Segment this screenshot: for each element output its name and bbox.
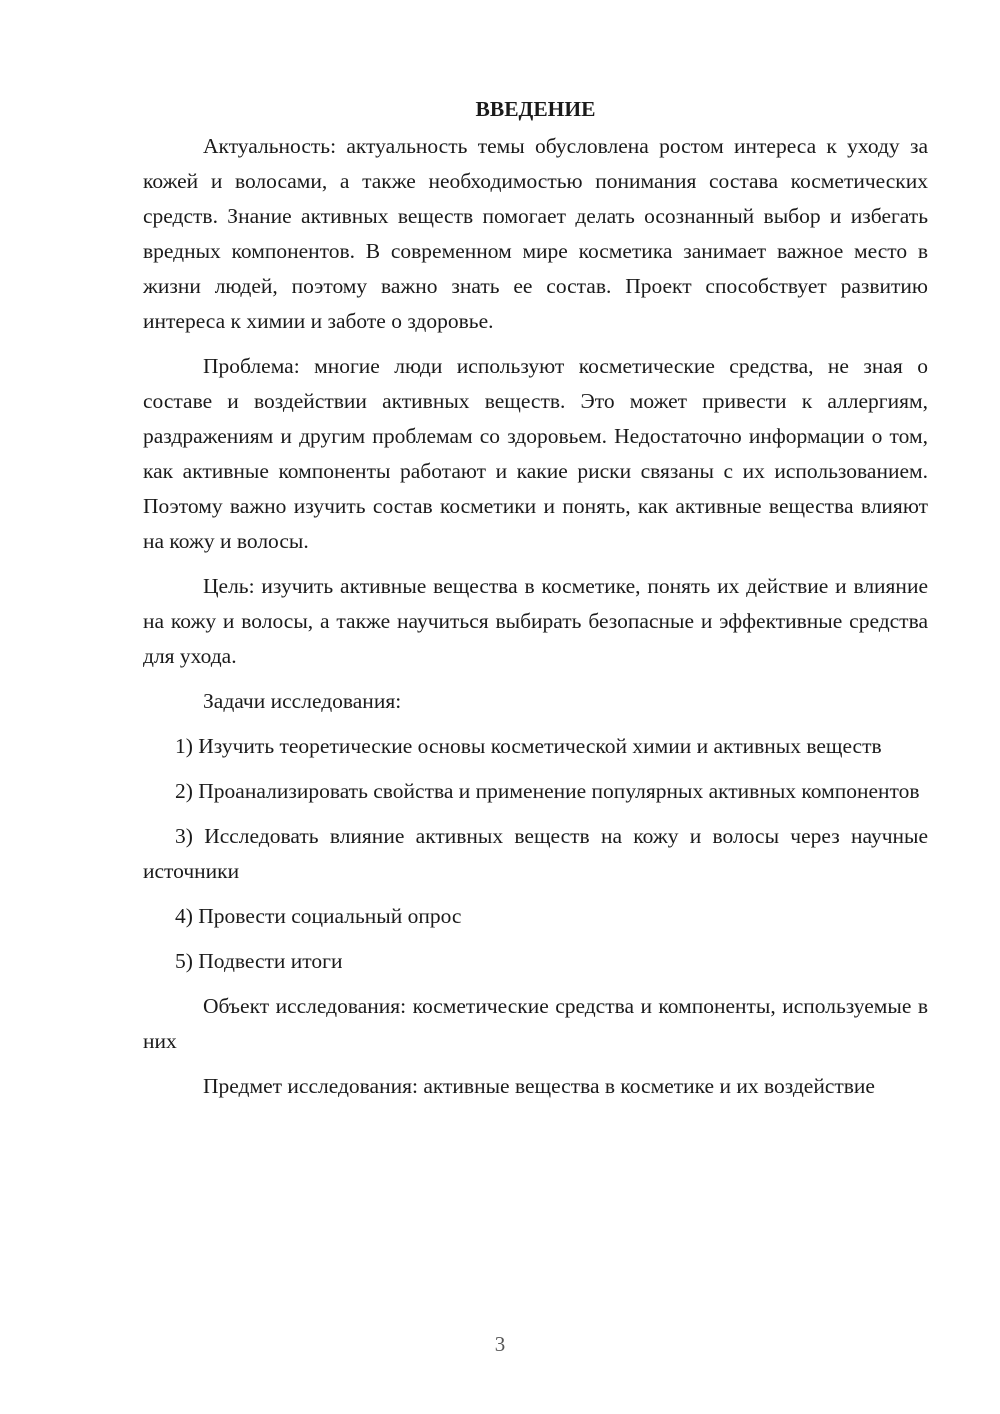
- document-page: [143, 92, 928, 1114]
- relevance-paragraph: Актуальность: актуальность темы обусловлена ростом интереса к уходу за кожей и волосами, а также необходимостью понимания состава косметических средств. Знание активных веществ помогает делать осознанный выбор и избегать вредных компонентов. В современном мире косметика занимает важное место в жизни людей, поэтому важно знать ее состав. Проект способствует развитию интереса к химии и заботе о здоровье.: [143, 134, 928, 333]
- page-number: 3: [494, 1332, 506, 1356]
- task-item-4: 4) Провести социальный опрос: [175, 904, 462, 928]
- goal-paragraph: Цель: изучить активные вещества в косметике, понять их действие и влияние на кожу и волосы, а также научиться выбирать безопасные и эффективные средства для ухода.: [143, 574, 928, 668]
- task-item-1: 1) Изучить теоретические основы косметической химии и активных веществ: [175, 734, 882, 758]
- task-item-3: 3) Исследовать влияние активных веществ на кожу и волосы через научные источники: [143, 824, 928, 883]
- subject-paragraph: Предмет исследования: активные вещества в косметике и их воздействие: [203, 1074, 875, 1098]
- task-item-2: 2) Проанализировать свойства и применение популярных активных компонентов: [175, 779, 920, 803]
- task-item-5: 5) Подвести итоги: [175, 949, 343, 973]
- tasks-title: Задачи исследования:: [203, 689, 402, 713]
- object-paragraph: Объект исследования: косметические средства и компоненты, используемые в них: [143, 994, 928, 1053]
- page-title: ВВЕДЕНИЕ: [475, 97, 596, 121]
- problem-paragraph: Проблема: многие люди используют косметические средства, не зная о составе и воздействии активных веществ. Это может привести к аллергиям, раздражениям и другим проблемам со здоровьем. Недостаточно информации о том, как активные компоненты работают и какие риски связаны с их использованием. Поэтому важно изучить состав косметики и понять, как активные вещества влияют на кожу и волосы.: [143, 354, 928, 553]
